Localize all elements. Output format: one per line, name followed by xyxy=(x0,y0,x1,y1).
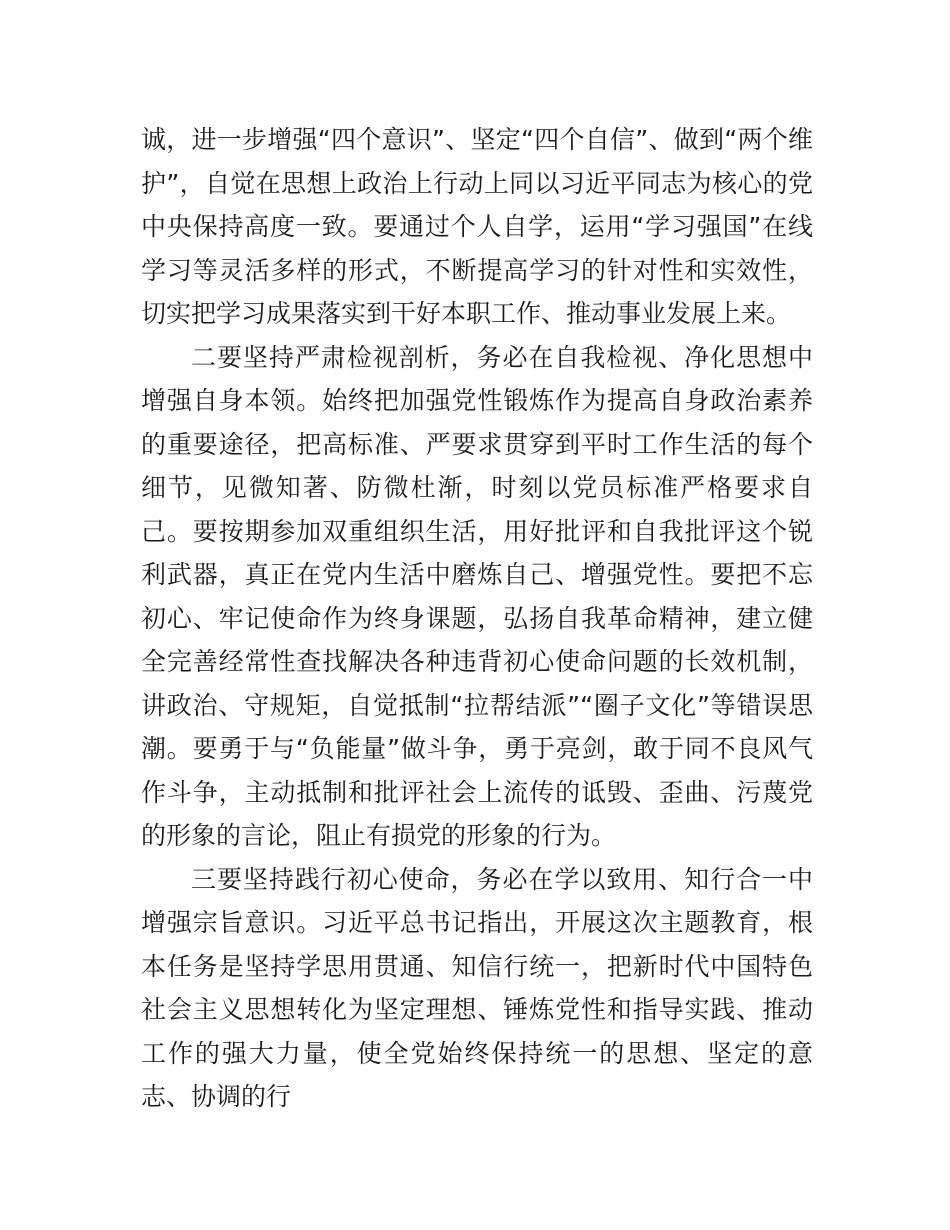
document-body xyxy=(141,118,813,1119)
paragraph-continuation: 诚，进一步增强“四个意识”、坚定“四个自信”、做到“两个维护”，自觉在思想上政治上行动上同以习近平同志为核心的党中央保持高度一致。要通过个人自学，运用“学习强国”在线学习等灵活多样的形式，不断提高学习的针对性和实效性，切实把学习成果落实到干好本职工作、推动事业发展上来。 xyxy=(141,125,813,328)
paragraph-point-two: 二要坚持严肃检视剖析，务必在自我检视、净化思想中增强自身本领。始终把加强党性锻炼作为提高自身政治素养的重要途径，把高标准、严要求贯穿到平时工作生活的每个细节，见微知著、防微杜渐，时刻以党员标准严格要求自己。要按期参加双重组织生活，用好批评和自我批评这个锐利武器，真正在党内生活中磨炼自己、增强党性。要把不忘初心、牢记使命作为终身课题，弘扬自我革命精神，建立健全完善经常性查找解决各种违背初心使命问题的长效机制，讲政治、守规矩，自觉抵制“拉帮结派”“圈子文化”等错误思潮。要勇于与“负能量”做斗争，勇于亮剑，敢于同不良风气作斗争，主动抵制和批评社会上流传的诋毁、歪曲、污蔑党的形象的言论，阻止有损党的形象的行为。 xyxy=(141,342,813,850)
paragraph-point-three: 三要坚持践行初心使命，务必在学以致用、知行合一中增强宗旨意识。习近平总书记指出，开展这次主题教育，根本任务是坚持学思用贯通、知信行统一，把新时代中国特色社会主义思想转化为坚定理想、锤炼党性和指导实践、推动工作的强大力量，使全党始终保持统一的思想、坚定的意志、协调的行 xyxy=(141,864,813,1111)
